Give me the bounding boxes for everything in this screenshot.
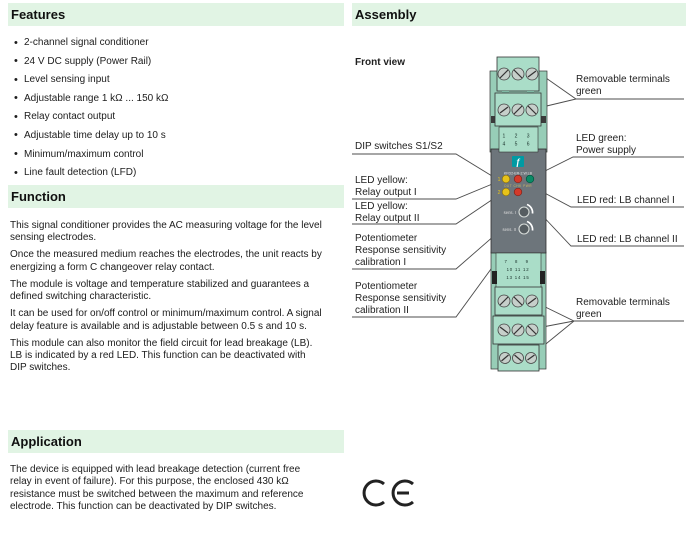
feature-item: • Line fault detection (LFD) xyxy=(12,167,340,179)
label-terminals-top xyxy=(576,74,670,98)
pot2-label: sens. II xyxy=(502,227,516,232)
feature-item: • 24 V DC supply (Power Rail) xyxy=(12,56,340,68)
function-text xyxy=(10,220,324,379)
label-line: Response sensitivity xyxy=(355,245,447,256)
led-caption: OUT CHK PWR xyxy=(503,184,533,188)
application-paragraph: The device is equipped with lead breakage detection (current free relay in event of failure). For this purpose, the enclosed 430 kΩ resistance must be switched between the maximum and reference electrode. This function can be deactivated by DIP switches. xyxy=(10,464,304,513)
label-terminals-bottom xyxy=(576,297,670,321)
label-line: Relay output II xyxy=(355,213,420,224)
label-line: calibration II xyxy=(355,305,409,316)
label-line: Relay output I xyxy=(355,187,417,198)
terminal-number-panel xyxy=(492,253,545,290)
function-paragraph: This module can also monitor the field circuit for lead breakage (LB). LB is indicated by a red LED. This function can be deactivated with DIP switches. xyxy=(10,337,313,374)
feature-item: • Relay contact output xyxy=(12,111,340,123)
feature-item: • Adjustable time delay up to 10 s xyxy=(12,130,340,142)
dip-switch-panel xyxy=(499,127,538,152)
led-row1-index: 1 xyxy=(497,177,501,183)
application-text xyxy=(10,464,324,518)
dip-row-1: 1 2 3 xyxy=(502,133,534,140)
led-red-2-icon xyxy=(514,188,522,196)
assembly-title: Assembly xyxy=(355,7,417,22)
terminal-row-3: 13 14 15 xyxy=(506,275,530,280)
front-view-label: Front view xyxy=(355,57,406,68)
terminal-block-5 xyxy=(498,345,539,371)
left-column xyxy=(8,0,344,546)
features-title: Features xyxy=(11,7,66,22)
label-line: Potentiometer xyxy=(355,233,418,244)
label-led-green xyxy=(576,133,636,157)
label-line: calibration I xyxy=(355,257,407,268)
dip-row-2: 4 5 6 xyxy=(502,141,534,148)
function-paragraph: This signal conditioner provides the AC measuring voltage for the level sensing electrodes. xyxy=(10,220,322,244)
features-list xyxy=(12,37,340,186)
potentiometer-2-icon xyxy=(519,224,529,234)
feature-item: • Minimum/maximum control xyxy=(12,149,340,161)
terminal-block-3 xyxy=(495,287,542,315)
function-paragraph: It can be used for on/off control or minimum/maximum control. A signal delay feature is available and is adjustable between 0.5 s and 10 s. xyxy=(10,308,322,332)
label-line: Removable terminals xyxy=(576,297,670,308)
label-led-yellow-2 xyxy=(355,201,419,225)
terminal-block-4 xyxy=(493,316,544,344)
led-green-icon xyxy=(526,175,534,183)
product-label: KFD2-ER-2.W.LB xyxy=(503,171,533,176)
terminal-row-1: 7 8 9 xyxy=(504,259,532,264)
housing-clip xyxy=(541,116,546,123)
label-led-red-2: LED red: LB channel II xyxy=(577,234,678,245)
label-line: LED yellow: xyxy=(355,175,408,186)
function-title: Function xyxy=(11,189,66,204)
function-paragraph: Once the measured medium reaches the electrodes, the unit reacts by energizing a form C changeover relay contact. xyxy=(10,249,322,273)
device-front-view xyxy=(490,57,547,371)
label-line: Response sensitivity xyxy=(355,293,447,304)
label-dip-switches: DIP switches S1/S2 xyxy=(355,141,443,152)
label-line: green xyxy=(576,86,602,97)
feature-item: • 2-channel signal conditioner xyxy=(12,37,340,49)
application-title: Application xyxy=(11,434,82,449)
pot1-label: sens. I xyxy=(503,210,516,215)
terminal-row-2: 10 11 12 xyxy=(506,267,530,272)
ce-mark-icon xyxy=(364,481,413,505)
function-header xyxy=(8,185,344,208)
right-column xyxy=(352,0,686,546)
feature-item: • Level sensing input xyxy=(12,74,340,86)
led-row2-index: 2 xyxy=(497,190,501,196)
label-line: LED green: xyxy=(576,133,627,144)
label-potentiometer-1 xyxy=(355,233,446,269)
pf-logo-glyph: f xyxy=(516,157,520,167)
feature-item: • Adjustable range 1 kΩ ... 150 kΩ xyxy=(12,93,340,105)
led-red-1-icon xyxy=(514,175,522,183)
led-yellow-1-icon xyxy=(502,175,510,183)
potentiometer-1-icon xyxy=(519,207,529,217)
terminal-block-1 xyxy=(497,57,539,94)
label-line: LED yellow: xyxy=(355,201,408,212)
label-led-red-1: LED red: LB channel I xyxy=(577,195,675,206)
label-potentiometer-2 xyxy=(355,281,446,317)
label-line: Power supply xyxy=(576,145,637,156)
panel-clip xyxy=(492,271,497,284)
application-header xyxy=(8,430,344,453)
led-yellow-2-icon xyxy=(502,188,510,196)
function-paragraph: The module is voltage and temperature stabilized and guarantees a defined switching characteristic. xyxy=(10,278,310,303)
label-led-yellow-1 xyxy=(355,175,417,199)
terminal-block-2 xyxy=(495,93,541,126)
features-header xyxy=(8,3,344,26)
label-line: Potentiometer xyxy=(355,281,418,292)
label-line: green xyxy=(576,309,602,320)
label-line: Removable terminals xyxy=(576,74,670,85)
panel-clip xyxy=(540,271,545,284)
